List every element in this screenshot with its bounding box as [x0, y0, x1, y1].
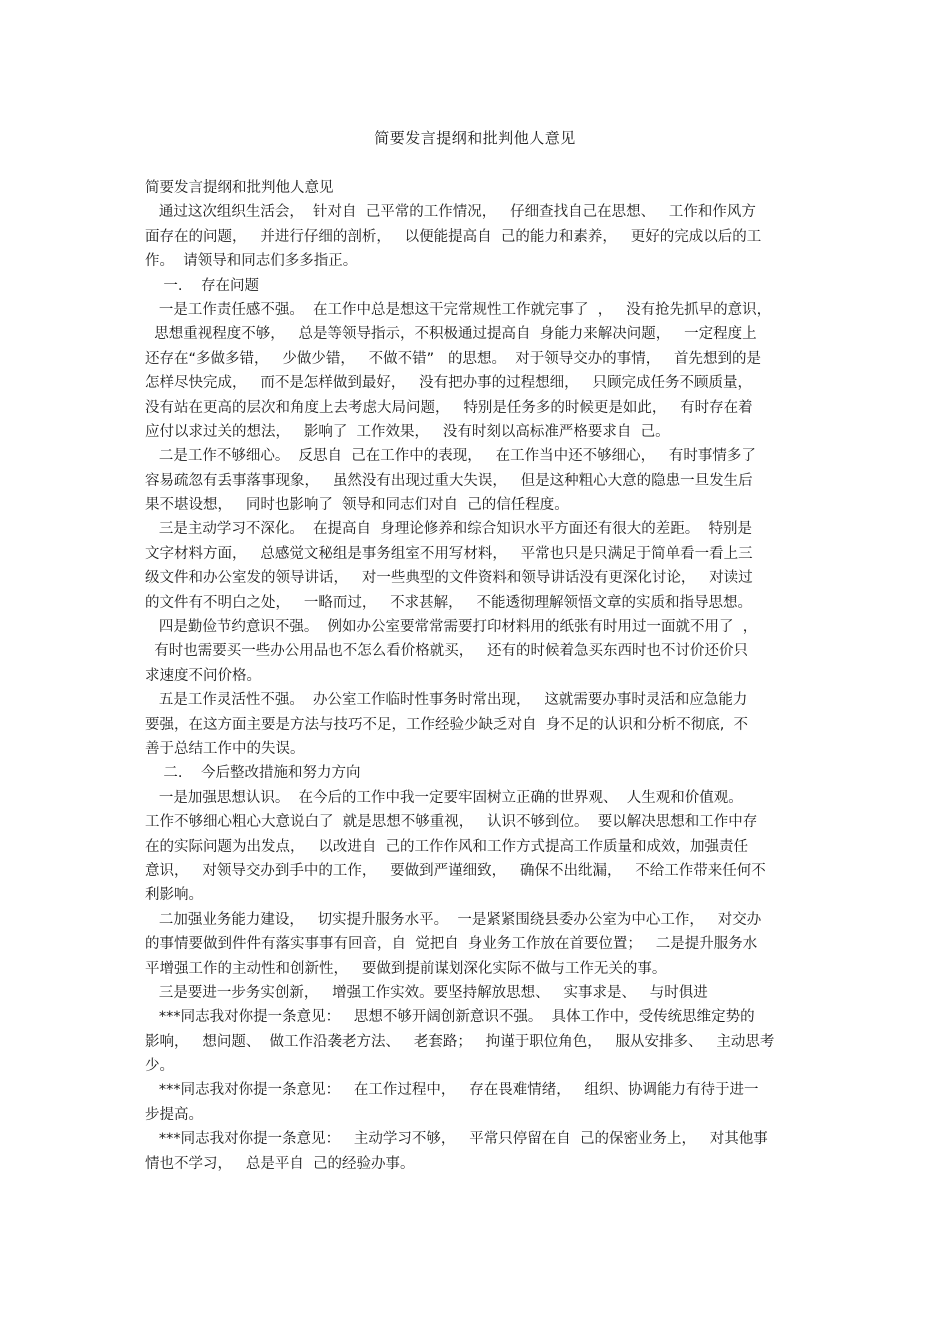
body-line: 步提高。 [145, 1106, 203, 1123]
body-line: 利影响。 [145, 887, 203, 904]
body-line: 二加强业务能力建设， 切实提升服务水平。 一是紧紧围绕县委办公室为中心工作， 对交办 [145, 911, 762, 928]
body-line: 二. 今后整改措施和努力方向 [145, 765, 361, 782]
body-line: 容易疏忽有丢事落事现象， 虽然没有出现过重大失误， 但是这种粗心大意的隐患一旦发生后 [145, 472, 753, 489]
body-line: 求速度不问价格。 [145, 667, 261, 684]
body-line: 一是工作责任感不强。 在工作中总是想这干完常规性工作就完事了 ， 没有抢先抓早的意识， [145, 301, 772, 318]
body-line: 二是工作不够细心。 反思自 己在工作中的表现， 在工作当中还不够细心， 有时事情多了 [145, 448, 756, 465]
body-line: 果不堪设想， 同时也影响了 领导和同志们对自 己的信任程度。 [145, 497, 569, 514]
body-line: 一. 存在问题 [145, 277, 259, 294]
body-line: 平增强工作的主动性和创新性， 要做到提前谋划深化实际不做与工作无关的事。 [145, 960, 667, 977]
document-subtitle: 简要发言提纲和批判他人意见 [145, 180, 334, 196]
body-line: 级文件和办公室发的领导讲话， 对一些典型的文件资料和领导讲话没有更深化讨论， 对读过 [145, 570, 753, 587]
body-line: ***同志我对你提一条意见： 主动学习不够， 平常只停留在自 己的保密业务上， 对其他事 [145, 1131, 768, 1148]
body-line: 文字材料方面， 总感觉文秘组是事务组室不用写材料， 平常也只是只满足于简单看一看上三 [145, 545, 753, 562]
body-line: ***同志我对你提一条意见： 在工作过程中， 存在畏难情绪， 组织、协调能力有待于进一 [145, 1082, 759, 1099]
body-line: 的文件有不明白之处， 一略而过， 不求甚解， 不能透彻理解领悟文章的实质和指导思想。 [145, 594, 752, 611]
body-line: 通过这次组织生活会， 针对自 己平常的工作情况， 仔细查找自己在思想、 工作和作风方 [145, 204, 756, 221]
body-line: 少。 [145, 1058, 174, 1075]
body-line: 三是主动学习不深化。 在提高自 身理论修养和综合知识水平方面还有很大的差距。 特别是 [145, 521, 752, 538]
body-line: 四是勤俭节约意识不强。 例如办公室要常常需要打印材料用的纸张有时用过一面就不用了 ， [145, 619, 758, 636]
body-line: 意识， 对领导交办到手中的工作， 要做到严谨细致， 确保不出纰漏， 不给工作带来任何不 [145, 862, 766, 879]
body-line: 一是加强思想认识。 在今后的工作中我一定要牢固树立正确的世界观、 人生观和价值观。 [145, 789, 743, 806]
body-line: 影响， 想问题、 做工作沿袭老方法、 老套路； 拘谨于职位角色， 服从安排多、 主动思考 [145, 1033, 775, 1050]
body-line: 善于总结工作中的失误。 [145, 740, 305, 757]
document-body [145, 176, 815, 1176]
document-title: 简要发言提纲和批判他人意见 [374, 129, 576, 147]
body-line: 没有站在更高的层次和角度上去考虑大局问题， 特别是任务多的时候更是如此， 有时存在着 [145, 399, 753, 416]
body-line: 有时也需要买一些办公用品也不怎么看价格就买， 还有的时候着急买东西时也不讨价还价只 [145, 643, 749, 660]
body-line: 五是工作灵活性不强。 办公室工作临时性事务时常出现， 这就需要办事时灵活和应急能力 [145, 692, 748, 709]
body-line: 作。 请领导和同志们多多指正。 [145, 253, 358, 270]
body-line: 情也不学习， 总是平自 己的经验办事。 [145, 1155, 415, 1172]
body-line: ***同志我对你提一条意见： 思想不够开阔创新意识不强。 具体工作中，受传统思维定势的 [145, 1009, 755, 1026]
body-line: 三是要进一步务实创新， 增强工作实效。要坚持解放思想、 实事求是、 与时俱进 [145, 984, 708, 1001]
body-line: 思想重视程度不够， 总是等领导指示，不积极通过提高自 身能力来解决问题， 一定程度上 [145, 326, 757, 343]
body-line: 怎样尽快完成， 而不是怎样做到最好， 没有把办事的过程想细， 只顾完成任务不顾质量， [145, 375, 752, 392]
body-line: 要强，在这方面主要是方法与技巧不足，工作经验少缺乏对自 身不足的认识和分析不彻底, 不 [145, 716, 749, 733]
body-line: 的事情要做到件件有落实事事有回音，自 觉把自 身业务工作放在首要位置； 二是提升服务水 [145, 936, 758, 953]
body-line: 在的实际问题为出发点， 以改进自 己的工作作风和工作方式提高工作质量和成效，加强责任 [145, 838, 749, 855]
body-line: 面存在的问题， 并进行仔细的剖析， 以便能提高自 己的能力和素养， 更好的完成以后的工 [145, 228, 762, 245]
body-line: 工作不够细心粗心大意说白了 就是思想不够重视， 认识不够到位。 要以解决思想和工作中存 [145, 814, 758, 831]
body-line: 还存在“多做多错， 少做少错， 不做不错” 的思想。 对于领导交办的事情， 首先想到的是 [145, 350, 762, 367]
body-line: 应付以求过关的想法， 影响了 工作效果， 没有时刻以高标准严格要求自 己。 [145, 423, 670, 440]
